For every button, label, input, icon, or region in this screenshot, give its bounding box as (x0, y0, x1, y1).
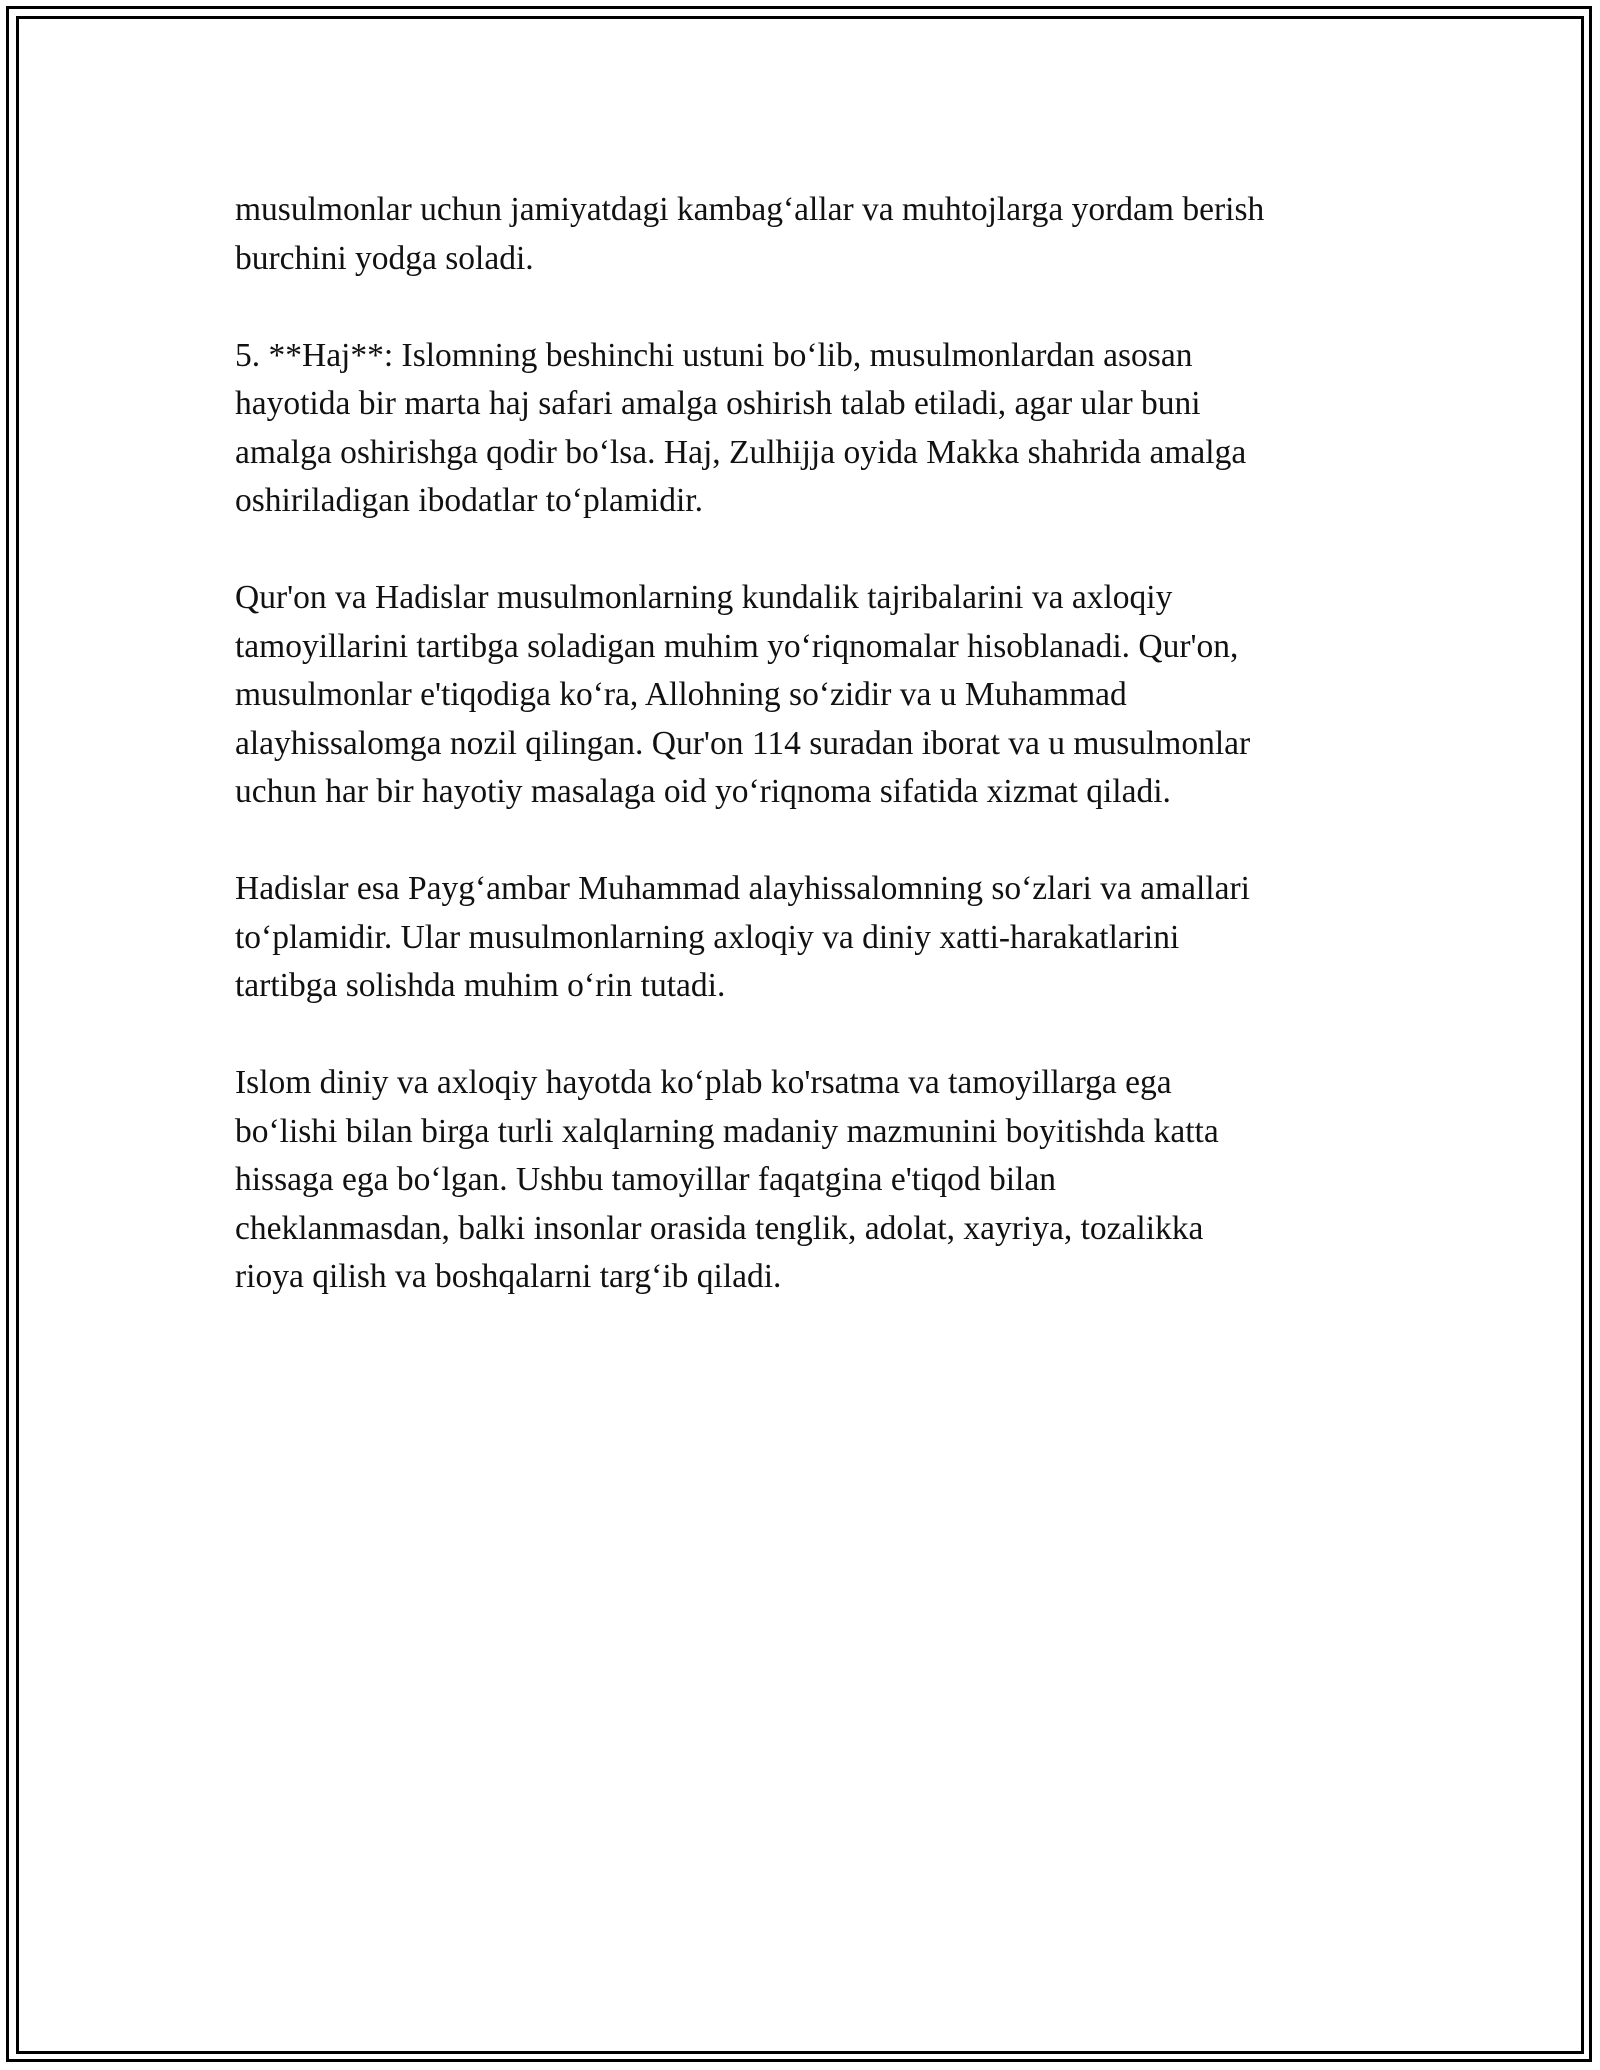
paragraph-islom-tamoyillari (235, 1059, 1395, 1302)
text-line: hayotida bir marta haj safari amalga oshirish talab etiladi, agar ular buni (235, 385, 1201, 422)
text-line: amalga oshirishga qodir bo‘lsa. Haj, Zulhijja oyida Makka shahrida amalga (235, 433, 1247, 471)
text-line: musulmonlar uchun jamiyatdagi kambag‘allar va muhtojlarga yordam berish (235, 191, 1265, 228)
text-line: to‘plamidir. Ular musulmonlarning axloqiy va diniy xatti-harakatlarini (235, 918, 1180, 956)
text-line: Islom diniy va axloqiy hayotda ko‘plab ko'rsatma va tamoyillarga ega (235, 1064, 1172, 1101)
text-line: Qur'on va Hadislar musulmonlarning kundalik tajribalarini va axloqiy (235, 579, 1173, 616)
text-line: alayhissalomga nozil qilingan. Qur'on 114 suradan iborat va u musulmonlar (235, 724, 1251, 762)
paragraph-hadislar (235, 865, 1395, 1011)
text-line: 5. **Haj**: Islomning beshinchi ustuni bo‘lib, musulmonlardan asosan (235, 336, 1193, 374)
text-line: tartibga solishda muhim o‘rin tutadi. (235, 967, 726, 1004)
text-line: oshiriladigan ibodatlar to‘plamidir. (235, 482, 703, 519)
text-line: bo‘lishi bilan birga turli xalqlarning madaniy mazmunini boyitishda katta (235, 1112, 1219, 1150)
text-line: hissaga ega bo‘lgan. Ushbu tamoyillar faqatgina e'tiqod bilan (235, 1161, 1056, 1198)
text-line: uchun har bir hayotiy masalaga oid yo‘riqnoma sifatida xizmat qiladi. (235, 773, 1171, 810)
text-line: burchini yodga soladi. (235, 239, 534, 277)
text-line: musulmonlar e'tiqodiga ko‘ra, Allohning so‘zidir va u Muhammad (235, 676, 1127, 713)
text-line: rioya qilish va boshqalarni targ‘ib qiladi. (235, 1258, 782, 1295)
text-line: Hadislar esa Payg‘ambar Muhammad alayhissalomning so‘zlari va amallari (235, 870, 1250, 907)
paragraph-quran-hadis (235, 574, 1395, 817)
paragraph-haj (235, 332, 1395, 526)
document-body (235, 186, 1395, 1350)
text-line: cheklanmasdan, balki insonlar orasida tenglik, adolat, xayriya, tozalikka (235, 1209, 1204, 1247)
text-line: tamoyillarini tartibga soladigan muhim yo‘riqnomalar hisoblanadi. Qur'on, (235, 627, 1239, 665)
paragraph-zakat-continuation (235, 186, 1395, 283)
